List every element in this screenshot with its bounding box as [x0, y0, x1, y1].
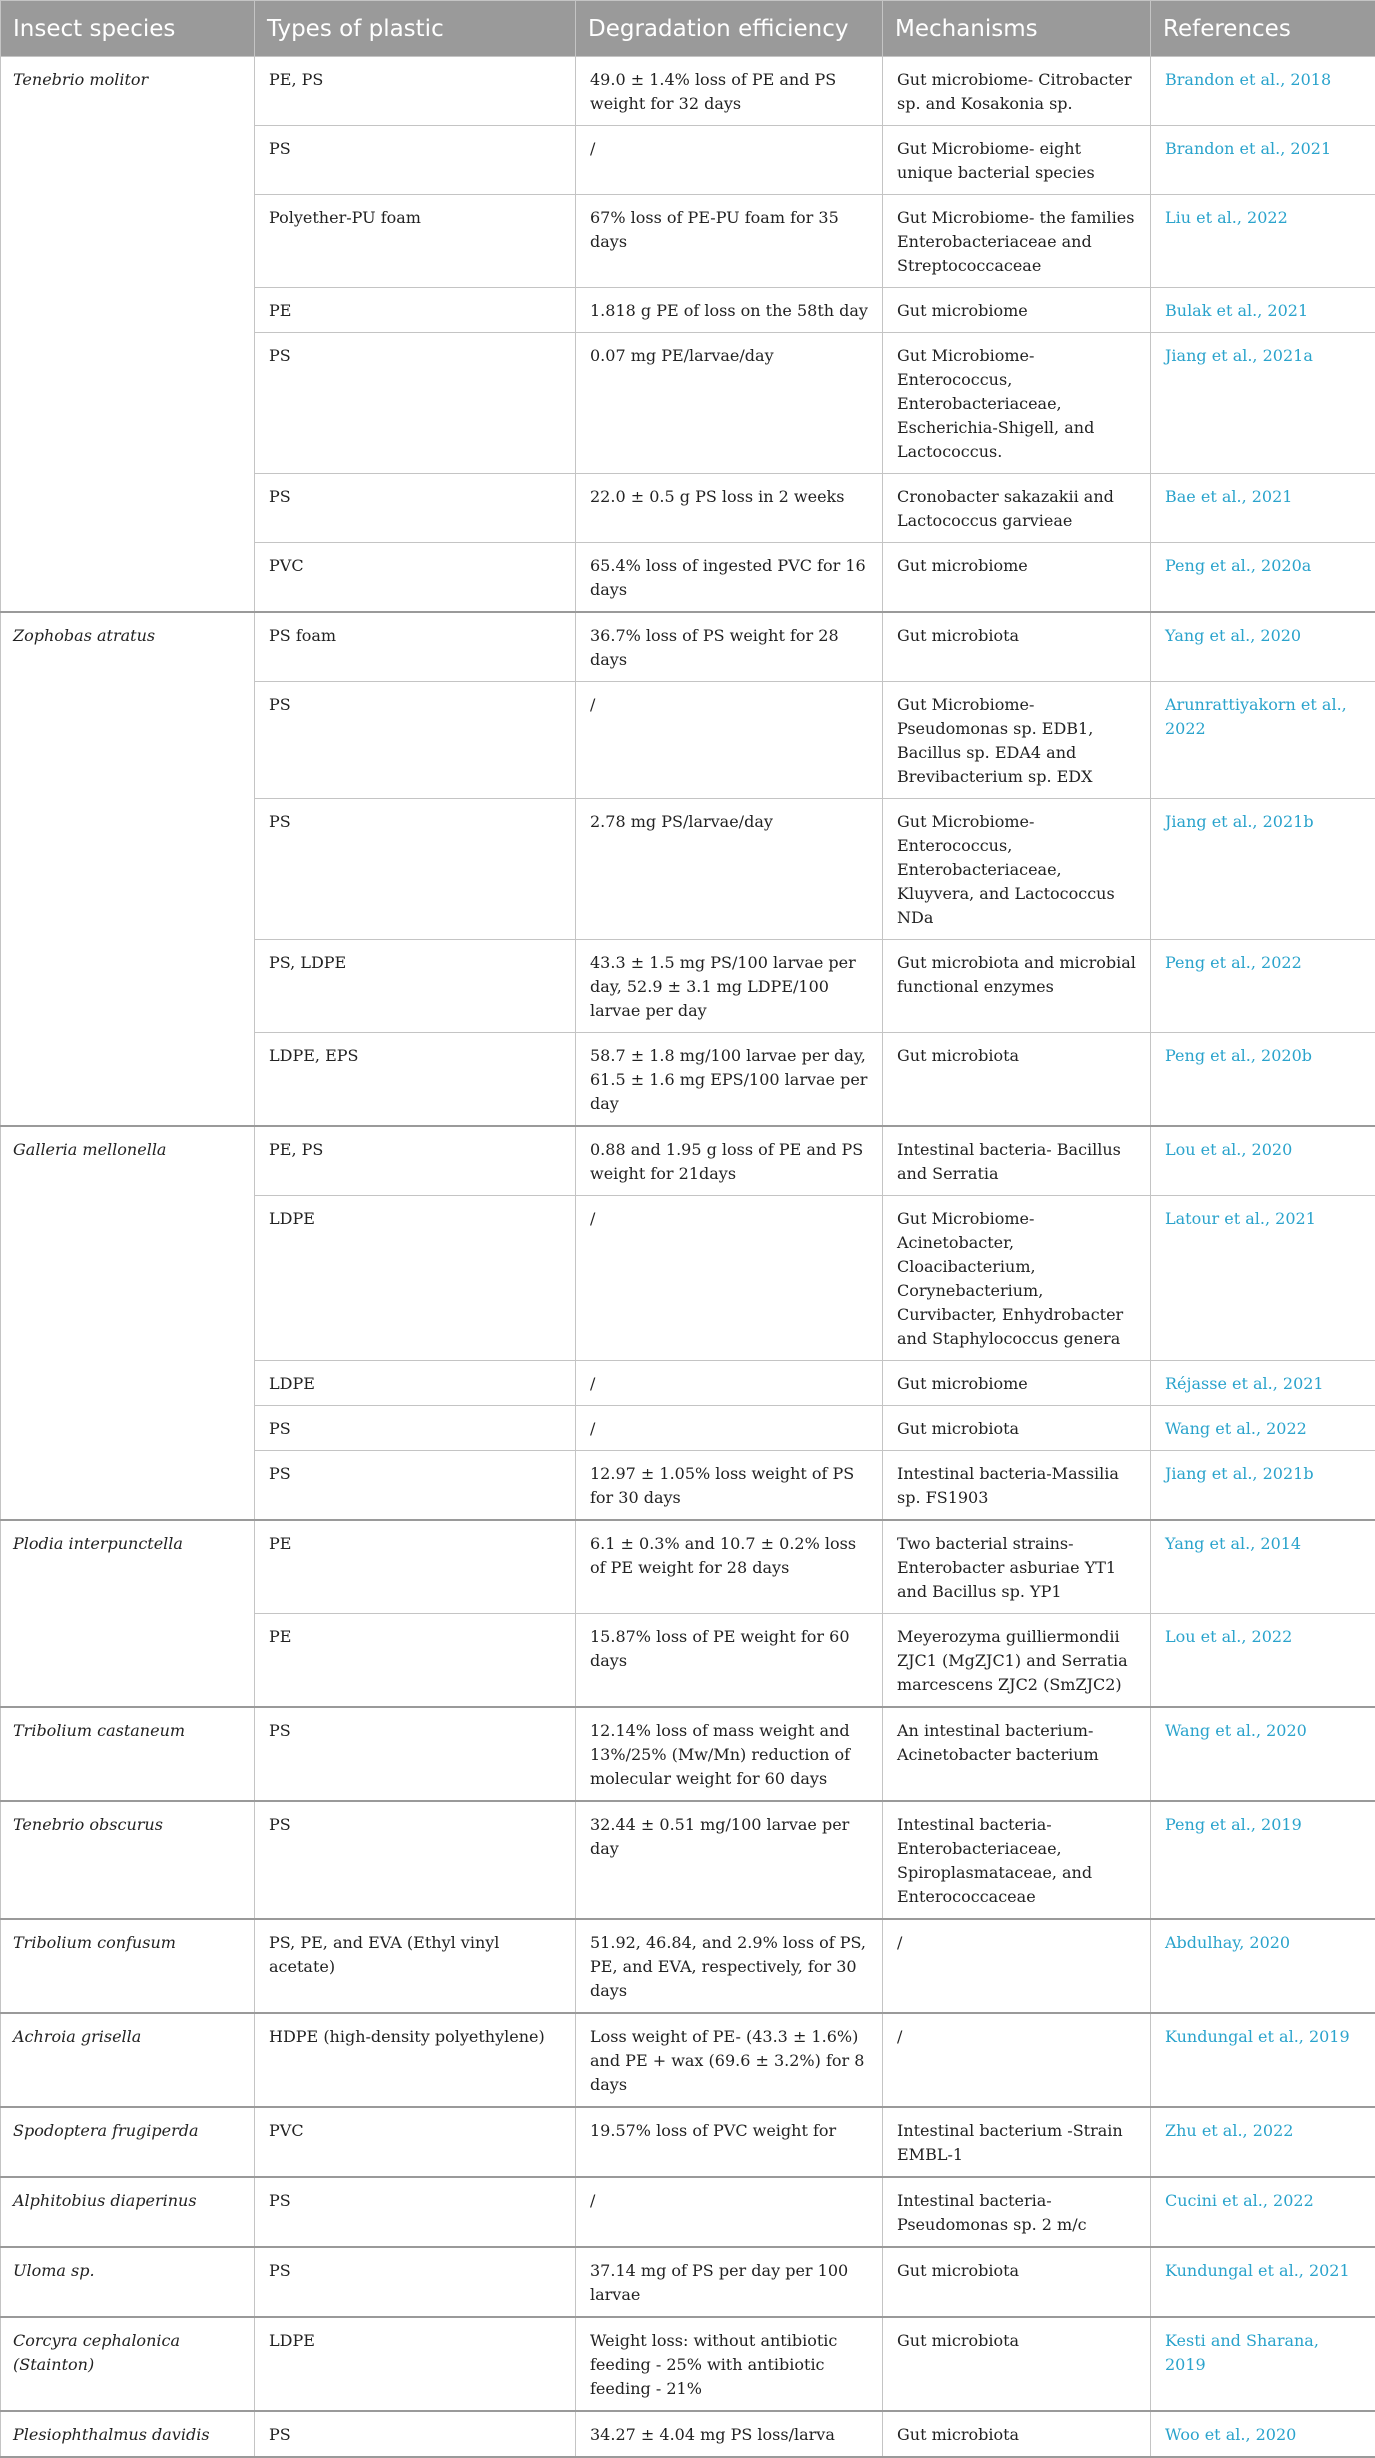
plastic-cell: PS	[255, 682, 576, 799]
efficiency-cell: 58.7 ± 1.8 mg/100 larvae per day, 61.5 ± 1.6 mg EPS/100 larvae per day	[576, 1033, 883, 1127]
header-mechanisms: Mechanisms	[883, 1, 1151, 57]
reference-cell[interactable]: Peng et al., 2020b	[1151, 1033, 1375, 1127]
species-cell: Alphitobius diaperinus	[1, 2177, 255, 2247]
reference-cell[interactable]: Arunrattiyakorn et al., 2022	[1151, 682, 1375, 799]
species-cell: Tenebrio obscurus	[1, 1801, 255, 1919]
species-cell: Plodia interpunctella	[1, 1520, 255, 1707]
reference-cell[interactable]: Yang et al., 2020	[1151, 612, 1375, 682]
table-header	[1, 1, 1375, 57]
species-cell: Uloma sp.	[1, 2247, 255, 2317]
efficiency-cell: /	[576, 1196, 883, 1361]
reference-cell[interactable]: Jiang et al., 2021b	[1151, 799, 1375, 940]
efficiency-cell: Weight loss: without antibiotic feeding - 25% with antibiotic feeding - 21%	[576, 2317, 883, 2411]
efficiency-cell: 37.14 mg of PS per day per 100 larvae	[576, 2247, 883, 2317]
efficiency-cell: 22.0 ± 0.5 g PS loss in 2 weeks	[576, 474, 883, 543]
reference-cell[interactable]: Kundungal et al., 2019	[1151, 2013, 1375, 2107]
plastic-cell: LDPE, EPS	[255, 1033, 576, 1127]
table-row	[1, 1919, 1375, 2013]
efficiency-cell: /	[576, 126, 883, 195]
mechanism-cell: Gut microbiome	[883, 1361, 1151, 1406]
efficiency-cell: Loss weight of PE- (43.3 ± 1.6%) and PE + wax (69.6 ± 3.2%) for 8 days	[576, 2013, 883, 2107]
mechanism-cell: Intestinal bacteria-Massilia sp. FS1903	[883, 1451, 1151, 1521]
table-row	[1, 2107, 1375, 2177]
species-cell: Corcyra cephalonica (Stainton)	[1, 2317, 255, 2411]
plastic-cell: PS	[255, 1707, 576, 1801]
table-body	[1, 57, 1375, 2458]
header-types-of-plastic: Types of plastic	[255, 1, 576, 57]
plastic-cell: HDPE (high-density polyethylene)	[255, 2013, 576, 2107]
reference-cell[interactable]: Zhu et al., 2022	[1151, 2107, 1375, 2177]
reference-cell[interactable]: Jiang et al., 2021a	[1151, 333, 1375, 474]
plastic-cell: PS	[255, 1406, 576, 1451]
efficiency-cell: /	[576, 682, 883, 799]
species-cell: Zophobas atratus	[1, 612, 255, 1126]
mechanism-cell: Gut Microbiome- the families Enterobacteriaceae and Streptococcaceae	[883, 195, 1151, 288]
mechanism-cell: Gut microbiota	[883, 2411, 1151, 2457]
table-row	[1, 1707, 1375, 1801]
efficiency-cell: 6.1 ± 0.3% and 10.7 ± 0.2% loss of PE weight for 28 days	[576, 1520, 883, 1614]
mechanism-cell: Gut microbiota	[883, 2247, 1151, 2317]
plastic-cell: PS	[255, 2247, 576, 2317]
efficiency-cell: 2.78 mg PS/larvae/day	[576, 799, 883, 940]
species-cell: Achroia grisella	[1, 2013, 255, 2107]
mechanism-cell: Gut microbiota	[883, 1033, 1151, 1127]
mechanism-cell: Meyerozyma guilliermondii ZJC1 (MgZJC1) and Serratia marcescens ZJC2 (SmZJC2)	[883, 1614, 1151, 1708]
plastic-cell: PE, PS	[255, 57, 576, 126]
efficiency-cell: 65.4% loss of ingested PVC for 16 days	[576, 543, 883, 613]
efficiency-cell: 32.44 ± 0.51 mg/100 larvae per day	[576, 1801, 883, 1919]
plastic-cell: PE	[255, 1520, 576, 1614]
table-row	[1, 2013, 1375, 2107]
reference-cell[interactable]: Cucini et al., 2022	[1151, 2177, 1375, 2247]
table-row	[1, 2247, 1375, 2317]
efficiency-cell: 0.07 mg PE/larvae/day	[576, 333, 883, 474]
plastic-cell: PVC	[255, 543, 576, 613]
mechanism-cell: Gut microbiome	[883, 543, 1151, 613]
plastic-cell: PE	[255, 288, 576, 333]
species-cell: Tribolium castaneum	[1, 1707, 255, 1801]
table-row	[1, 1520, 1375, 1614]
plastic-cell: LDPE	[255, 1361, 576, 1406]
reference-cell[interactable]: Wang et al., 2022	[1151, 1406, 1375, 1451]
mechanism-cell: /	[883, 2013, 1151, 2107]
reference-cell[interactable]: Jiang et al., 2021b	[1151, 1451, 1375, 1521]
efficiency-cell: 49.0 ± 1.4% loss of PE and PS weight for 32 days	[576, 57, 883, 126]
efficiency-cell: 0.88 and 1.95 g loss of PE and PS weight for 21days	[576, 1126, 883, 1196]
mechanism-cell: Gut Microbiome-Enterococcus, Enterobacteriaceae, Kluyvera, and Lactococcus NDa	[883, 799, 1151, 940]
plastic-cell: PS	[255, 2177, 576, 2247]
table-row	[1, 2317, 1375, 2411]
efficiency-cell: /	[576, 1406, 883, 1451]
mechanism-cell: Gut Microbiome- Enterococcus, Enterobacteriaceae, Escherichia-Shigell, and Lactococcus.	[883, 333, 1151, 474]
reference-cell[interactable]: Brandon et al., 2018	[1151, 57, 1375, 126]
reference-cell[interactable]: Kundungal et al., 2021	[1151, 2247, 1375, 2317]
plastic-cell: LDPE	[255, 1196, 576, 1361]
species-cell: Galleria mellonella	[1, 1126, 255, 1520]
header-row	[1, 1, 1375, 57]
reference-cell[interactable]: Yang et al., 2014	[1151, 1520, 1375, 1614]
reference-cell[interactable]: Liu et al., 2022	[1151, 195, 1375, 288]
mechanism-cell: Intestinal bacteria- Bacillus and Serratia	[883, 1126, 1151, 1196]
table-row	[1, 1801, 1375, 1919]
reference-cell[interactable]: Réjasse et al., 2021	[1151, 1361, 1375, 1406]
plastic-cell: PE, PS	[255, 1126, 576, 1196]
efficiency-cell: 51.92, 46.84, and 2.9% loss of PS, PE, and EVA, respectively, for 30 days	[576, 1919, 883, 2013]
plastic-cell: PS foam	[255, 612, 576, 682]
species-cell: Plesiophthalmus davidis	[1, 2411, 255, 2457]
efficiency-cell: 36.7% loss of PS weight for 28 days	[576, 612, 883, 682]
mechanism-cell: /	[883, 1919, 1151, 2013]
mechanism-cell: Gut microbiota	[883, 1406, 1151, 1451]
efficiency-cell: 1.818 g PE of loss on the 58th day	[576, 288, 883, 333]
header-references: References	[1151, 1, 1375, 57]
mechanism-cell: Gut Microbiome-Pseudomonas sp. EDB1, Bacillus sp. EDA4 and Brevibacterium sp. EDX	[883, 682, 1151, 799]
mechanism-cell: Gut microbiota	[883, 612, 1151, 682]
table-row	[1, 2411, 1375, 2457]
table-row	[1, 2177, 1375, 2247]
reference-cell[interactable]: Peng et al., 2020a	[1151, 543, 1375, 613]
efficiency-cell: /	[576, 1361, 883, 1406]
efficiency-cell: /	[576, 2177, 883, 2247]
plastic-cell: PS	[255, 799, 576, 940]
mechanism-cell: Cronobacter sakazakii and Lactococcus garvieae	[883, 474, 1151, 543]
table-row	[1, 612, 1375, 682]
species-cell: Spodoptera frugiperda	[1, 2107, 255, 2177]
plastic-cell: PVC	[255, 2107, 576, 2177]
mechanism-cell: Intestinal bacterium -Strain EMBL-1	[883, 2107, 1151, 2177]
efficiency-cell: 19.57% loss of PVC weight for	[576, 2107, 883, 2177]
reference-cell[interactable]: Wang et al., 2020	[1151, 1707, 1375, 1801]
reference-cell[interactable]: Brandon et al., 2021	[1151, 126, 1375, 195]
plastic-cell: PS	[255, 474, 576, 543]
mechanism-cell: Gut microbiota and microbial functional enzymes	[883, 940, 1151, 1033]
mechanism-cell: Gut microbiota	[883, 2317, 1151, 2411]
mechanism-cell: Gut microbiome- Citrobacter sp. and Kosakonia sp.	[883, 57, 1151, 126]
mechanism-cell: Gut Microbiome-Acinetobacter, Cloacibacterium, Corynebacterium, Curvibacter, Enhydrobacter and Staphylococcus genera	[883, 1196, 1151, 1361]
plastic-cell: LDPE	[255, 2317, 576, 2411]
efficiency-cell: 67% loss of PE-PU foam for 35 days	[576, 195, 883, 288]
plastic-cell: PS	[255, 126, 576, 195]
plastic-cell: PS, LDPE	[255, 940, 576, 1033]
species-cell: Tribolium confusum	[1, 1919, 255, 2013]
header-degradation-efficiency: Degradation efficiency	[576, 1, 883, 57]
efficiency-cell: 15.87% loss of PE weight for 60 days	[576, 1614, 883, 1708]
plastic-cell: PS, PE, and EVA (Ethyl vinyl acetate)	[255, 1919, 576, 2013]
species-cell: Tenebrio molitor	[1, 57, 255, 613]
mechanism-cell: Intestinal bacteria-Enterobacteriaceae, Spiroplasmataceae, and Enterococcaceae	[883, 1801, 1151, 1919]
reference-cell[interactable]: Peng et al., 2019	[1151, 1801, 1375, 1919]
table-row	[1, 1126, 1375, 1196]
reference-cell[interactable]: Woo et al., 2020	[1151, 2411, 1375, 2457]
plastic-cell: PS	[255, 333, 576, 474]
plastic-cell: PE	[255, 1614, 576, 1708]
mechanism-cell: Intestinal bacteria-Pseudomonas sp. 2 m/c	[883, 2177, 1151, 2247]
mechanism-cell: An intestinal bacterium-Acinetobacter bacterium	[883, 1707, 1151, 1801]
plastic-cell: Polyether-PU foam	[255, 195, 576, 288]
efficiency-cell: 34.27 ± 4.04 mg PS loss/larva	[576, 2411, 883, 2457]
reference-cell[interactable]: Bae et al., 2021	[1151, 474, 1375, 543]
reference-cell[interactable]: Kesti and Sharana, 2019	[1151, 2317, 1375, 2411]
plastic-cell: PS	[255, 1451, 576, 1521]
plastic-cell: PS	[255, 1801, 576, 1919]
mechanism-cell: Gut microbiome	[883, 288, 1151, 333]
reference-cell[interactable]: Lou et al., 2020	[1151, 1126, 1375, 1196]
reference-cell[interactable]: Lou et al., 2022	[1151, 1614, 1375, 1708]
reference-cell[interactable]: Peng et al., 2022	[1151, 940, 1375, 1033]
header-insect-species: Insect species	[1, 1, 255, 57]
reference-cell[interactable]: Latour et al., 2021	[1151, 1196, 1375, 1361]
mechanism-cell: Two bacterial strains-Enterobacter asburiae YT1 and Bacillus sp. YP1	[883, 1520, 1151, 1614]
mechanism-cell: Gut Microbiome- eight unique bacterial species	[883, 126, 1151, 195]
efficiency-cell: 12.14% loss of mass weight and 13%/25% (Mw/Mn) reduction of molecular weight for 60 days	[576, 1707, 883, 1801]
reference-cell[interactable]: Bulak et al., 2021	[1151, 288, 1375, 333]
reference-cell[interactable]: Abdulhay, 2020	[1151, 1919, 1375, 2013]
efficiency-cell: 12.97 ± 1.05% loss weight of PS for 30 days	[576, 1451, 883, 1521]
efficiency-cell: 43.3 ± 1.5 mg PS/100 larvae per day, 52.9 ± 3.1 mg LDPE/100 larvae per day	[576, 940, 883, 1033]
table-row	[1, 57, 1375, 126]
plastic-cell: PS	[255, 2411, 576, 2457]
